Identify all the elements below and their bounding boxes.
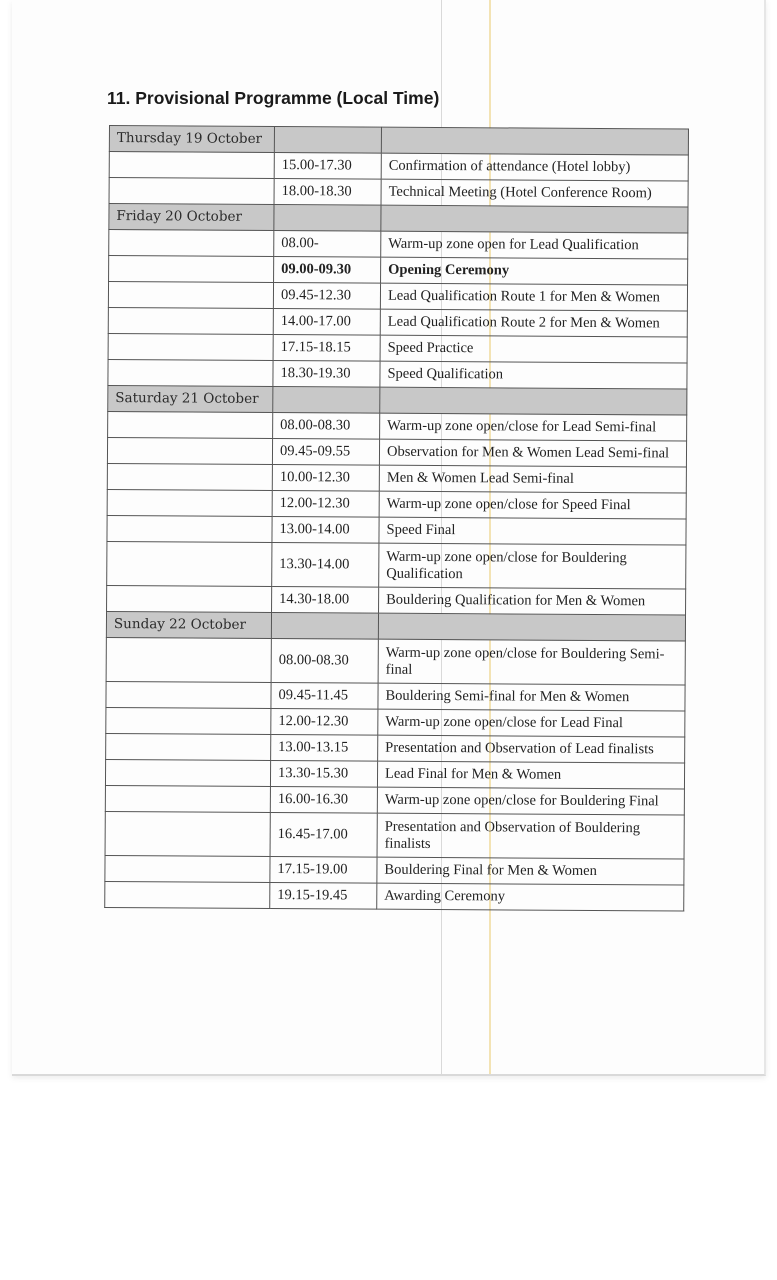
event-time: 10.00-12.30 bbox=[272, 465, 379, 492]
event-activity: Warm-up zone open/close for Lead Semi-final bbox=[380, 413, 687, 441]
empty-day-cell bbox=[108, 411, 273, 438]
event-row bbox=[107, 585, 686, 615]
event-row bbox=[105, 881, 684, 911]
empty-day-cell bbox=[105, 881, 270, 908]
event-row bbox=[106, 707, 685, 737]
day-header-row bbox=[109, 126, 688, 156]
empty-day-cell bbox=[109, 178, 274, 205]
event-activity: Warm-up zone open for Lead Qualification bbox=[381, 231, 688, 259]
event-row bbox=[108, 282, 687, 312]
event-row bbox=[108, 333, 687, 363]
empty-day-cell bbox=[106, 707, 271, 734]
event-activity: Bouldering Final for Men & Women bbox=[377, 857, 684, 885]
event-time: 14.30-18.00 bbox=[272, 587, 379, 614]
empty-day-cell bbox=[107, 541, 272, 586]
day-header-cell bbox=[381, 127, 688, 155]
empty-day-cell bbox=[105, 785, 270, 812]
day-header-cell bbox=[380, 387, 687, 415]
empty-day-cell bbox=[108, 307, 273, 334]
event-activity: Confirmation of attendance (Hotel lobby) bbox=[381, 153, 688, 181]
event-time: 13.00-13.15 bbox=[271, 734, 378, 761]
event-row bbox=[107, 437, 686, 467]
day-label: Sunday 22 October bbox=[106, 611, 271, 638]
empty-day-cell bbox=[105, 855, 270, 882]
day-header-row bbox=[109, 204, 688, 234]
empty-day-cell bbox=[106, 637, 271, 682]
event-activity: Bouldering Semi-final for Men & Women bbox=[378, 683, 685, 711]
page-title: 11. Provisional Programme (Local Time) bbox=[107, 88, 440, 108]
day-header-cell bbox=[378, 613, 685, 641]
event-row bbox=[107, 489, 686, 519]
event-activity: Presentation and Observation of Bouldering finalists bbox=[377, 813, 684, 859]
programme-table bbox=[104, 125, 689, 912]
empty-day-cell bbox=[109, 152, 274, 179]
day-header-cell bbox=[271, 613, 378, 640]
empty-day-cell bbox=[105, 759, 270, 786]
event-time: 08.00- bbox=[274, 231, 381, 258]
event-activity: Warm-up zone open/close for Lead Final bbox=[378, 709, 685, 737]
empty-day-cell bbox=[108, 333, 273, 360]
empty-day-cell bbox=[106, 733, 271, 760]
event-activity: Lead Qualification Route 2 for Men & Women bbox=[380, 309, 687, 337]
event-time: 12.00-12.30 bbox=[271, 709, 378, 736]
event-row bbox=[107, 515, 686, 545]
event-activity: Observation for Men & Women Lead Semi-final bbox=[379, 439, 686, 467]
empty-day-cell bbox=[107, 489, 272, 516]
event-row bbox=[109, 178, 688, 208]
day-header-row bbox=[106, 611, 685, 641]
empty-day-cell bbox=[109, 230, 274, 257]
event-time: 08.00-08.30 bbox=[273, 413, 380, 440]
event-row bbox=[106, 733, 685, 763]
empty-day-cell bbox=[107, 463, 272, 490]
event-activity: Speed Practice bbox=[380, 335, 687, 363]
event-time: 17.15-19.00 bbox=[270, 856, 377, 883]
event-time: 14.00-17.00 bbox=[273, 309, 380, 336]
day-header-cell bbox=[381, 205, 688, 233]
event-time: 18.30-19.30 bbox=[273, 361, 380, 388]
day-header-cell bbox=[274, 205, 381, 232]
event-activity: Speed Qualification bbox=[380, 361, 687, 389]
event-time: 12.00-12.30 bbox=[272, 491, 379, 518]
event-row bbox=[108, 359, 687, 389]
event-time: 19.15-19.45 bbox=[270, 882, 377, 909]
event-row bbox=[107, 541, 686, 589]
empty-day-cell bbox=[108, 359, 273, 386]
event-time: 08.00-08.30 bbox=[271, 639, 378, 684]
event-time: 13.00-14.00 bbox=[272, 517, 379, 544]
day-label: Thursday 19 October bbox=[109, 126, 274, 153]
event-row bbox=[105, 785, 684, 815]
day-label: Friday 20 October bbox=[109, 204, 274, 231]
event-activity: Presentation and Observation of Lead finalists bbox=[378, 735, 685, 763]
programme-table-body bbox=[105, 126, 689, 912]
event-row bbox=[106, 681, 685, 711]
event-row bbox=[105, 855, 684, 885]
empty-day-cell bbox=[108, 282, 273, 309]
empty-day-cell bbox=[107, 437, 272, 464]
event-activity: Bouldering Qualification for Men & Women bbox=[379, 587, 686, 615]
event-time: 09.45-09.55 bbox=[272, 439, 379, 466]
event-activity: Speed Final bbox=[379, 517, 686, 545]
event-row bbox=[109, 152, 688, 182]
empty-day-cell bbox=[106, 681, 271, 708]
event-activity: Awarding Ceremony bbox=[377, 883, 684, 911]
event-row bbox=[108, 411, 687, 441]
event-time: 09.45-11.45 bbox=[271, 683, 378, 710]
event-time: 09.00-09.30 bbox=[274, 257, 381, 284]
day-header-row bbox=[108, 385, 687, 415]
event-row bbox=[108, 307, 687, 337]
event-activity: Warm-up zone open/close for Speed Final bbox=[379, 491, 686, 519]
event-time: 13.30-14.00 bbox=[272, 543, 379, 588]
event-time: 18.00-18.30 bbox=[274, 179, 381, 206]
day-header-cell bbox=[273, 387, 380, 414]
event-activity: Technical Meeting (Hotel Conference Room) bbox=[381, 179, 688, 207]
day-header-cell bbox=[274, 127, 381, 154]
event-time: 16.45-17.00 bbox=[270, 812, 377, 857]
event-time: 09.45-12.30 bbox=[273, 283, 380, 310]
event-time: 15.00-17.30 bbox=[274, 153, 381, 180]
event-row bbox=[105, 811, 684, 859]
event-activity: Opening Ceremony bbox=[381, 257, 688, 285]
day-label: Saturday 21 October bbox=[108, 385, 273, 412]
event-activity: Warm-up zone open/close for Bouldering Final bbox=[377, 787, 684, 815]
event-row bbox=[106, 637, 685, 685]
event-time: 17.15-18.15 bbox=[273, 335, 380, 362]
event-time: 13.30-15.30 bbox=[270, 760, 377, 787]
event-time: 16.00-16.30 bbox=[270, 786, 377, 813]
event-row bbox=[109, 256, 688, 286]
event-activity: Warm-up zone open/close for Bouldering Qualification bbox=[379, 543, 686, 589]
empty-day-cell bbox=[107, 585, 272, 612]
event-row bbox=[109, 230, 688, 260]
event-activity: Lead Final for Men & Women bbox=[377, 761, 684, 789]
event-row bbox=[107, 463, 686, 493]
empty-day-cell bbox=[109, 256, 274, 283]
event-activity: Warm-up zone open/close for Bouldering Semi-final bbox=[378, 639, 685, 685]
empty-day-cell bbox=[107, 515, 272, 542]
event-row bbox=[105, 759, 684, 789]
event-activity: Men & Women Lead Semi-final bbox=[379, 465, 686, 493]
empty-day-cell bbox=[105, 811, 270, 856]
event-activity: Lead Qualification Route 1 for Men & Women bbox=[380, 283, 687, 311]
